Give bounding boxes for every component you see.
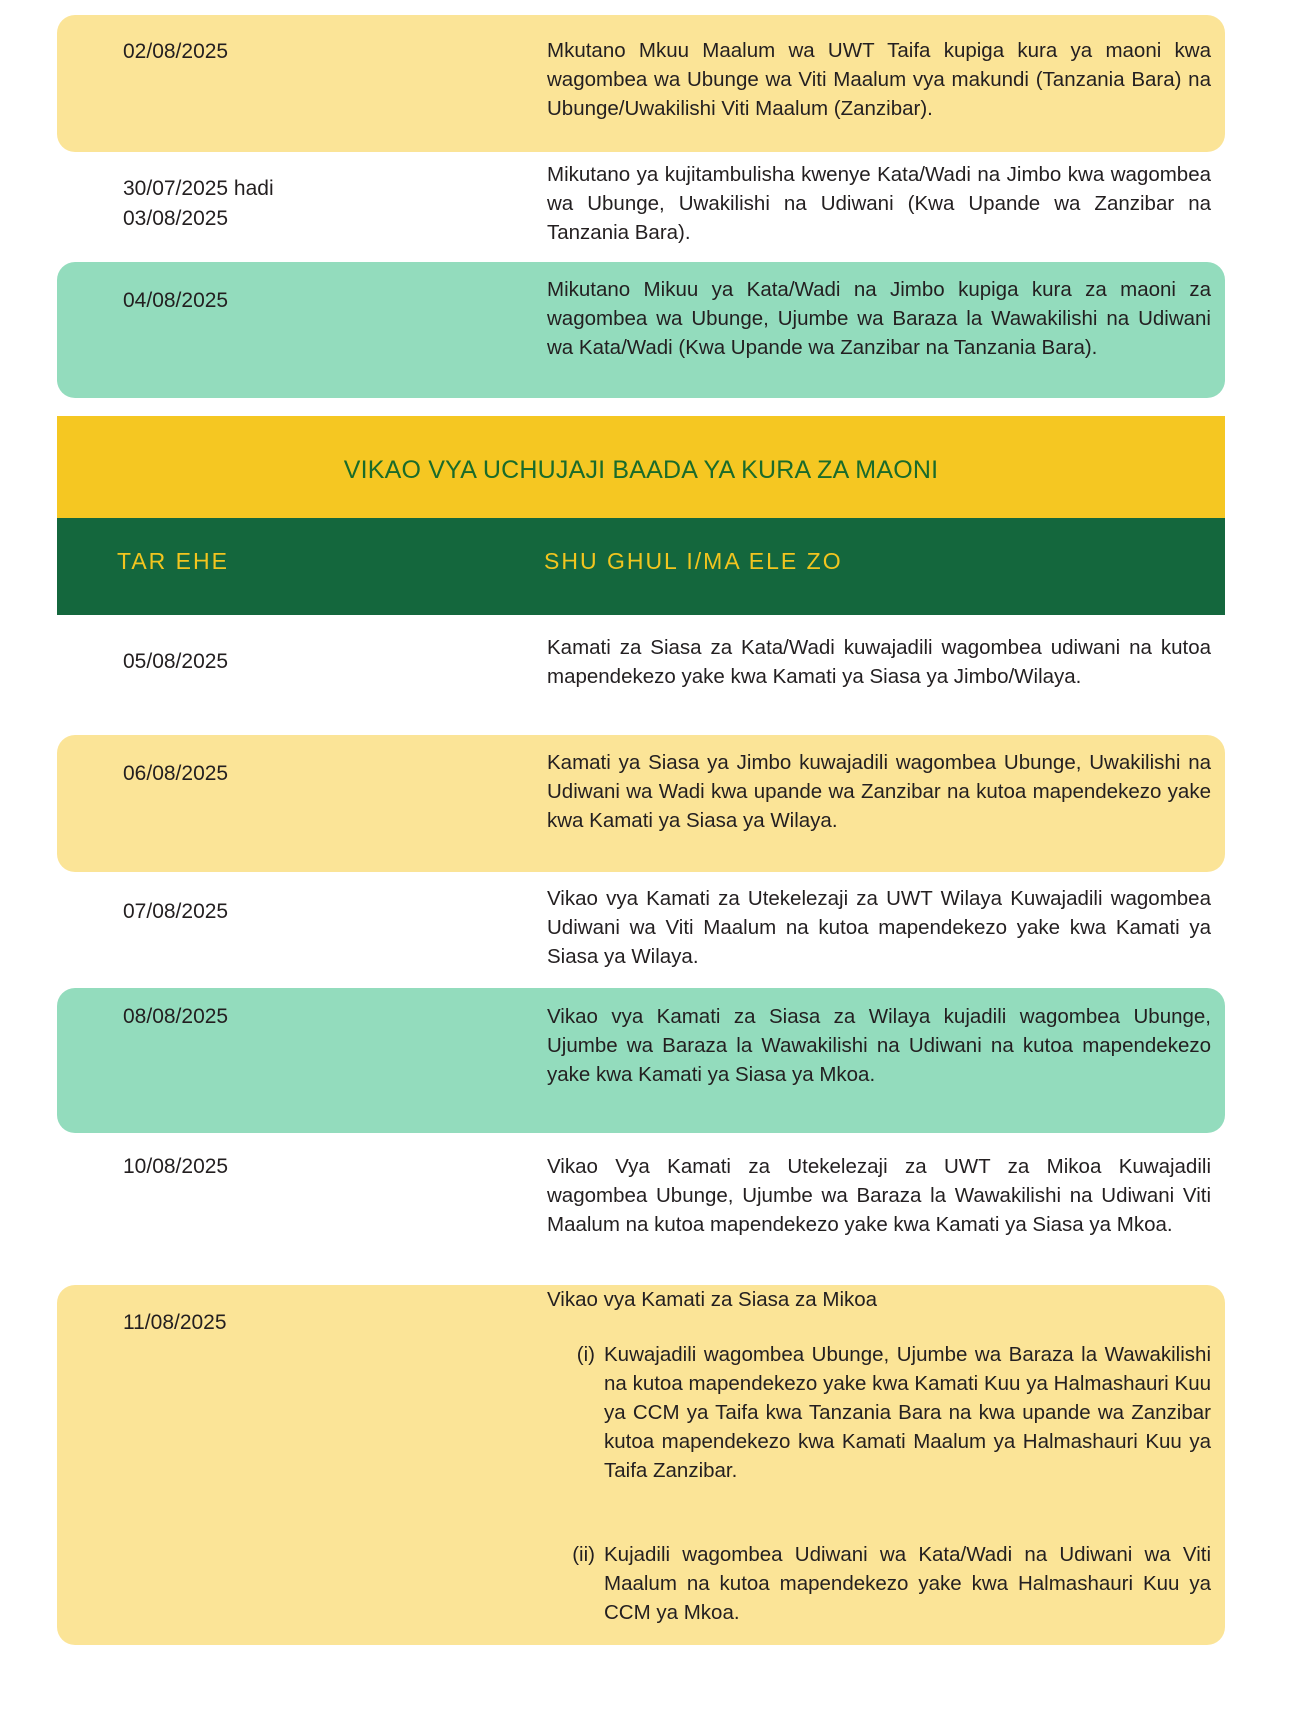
sub-item-marker: (ii) bbox=[572, 1543, 595, 1566]
column-header-activity: SHU GHUL I/MA ELE ZO bbox=[544, 548, 843, 574]
section-title: VIKAO VYA UCHUJAJI BAADA YA KURA ZA MAONI bbox=[343, 455, 939, 484]
schedule-row bbox=[57, 1140, 1225, 1275]
row-description: Kamati za Siasa za Kata/Wadi kuwajadili wagombea udiwani na kutoa mapendekezo yake kwa Kamati ya Siasa ya Jimbo/Wilaya. bbox=[547, 636, 1211, 688]
row-date: 07/08/2025 bbox=[123, 900, 229, 923]
row-description: Kamati ya Siasa ya Jimbo kuwajadili wagombea Ubunge, Uwakilishi na Udiwani wa Wadi kwa upande wa Zanzibar na kutoa mapendekezo yake kwa Kamati ya Siasa ya Wilaya. bbox=[547, 751, 1211, 832]
row-description: Vikao Vya Kamati za Utekelezaji za UWT za Mikoa Kuwajadili wagombea Ubunge, Ujumbe wa Baraza la Wawakilishi na Udiwani Viti Maalum na kutoa mapendekezo yake kwa Kamati ya Siasa ya Mkoa. bbox=[547, 1155, 1211, 1236]
row-date: 04/08/2025 bbox=[123, 289, 229, 312]
sub-item-marker: (i) bbox=[576, 1343, 595, 1366]
row-description: Mikutano Mikuu ya Kata/Wadi na Jimbo kupiga kura za maoni za wagombea wa Ubunge, Ujumbe wa Baraza la Wawakilishi na Udiwani wa Kata/Wadi (Kwa Upande wa Zanzibar na Tanzania Bara). bbox=[547, 278, 1211, 359]
row-description: Vikao vya Kamati za Siasa za Mikoa bbox=[547, 1288, 878, 1311]
row-description: Mkutano Mkuu Maalum wa UWT Taifa kupiga kura ya maoni kwa wagombea wa Ubunge wa Viti Maalum vya makundi (Tanzania Bara) na Ubunge/Uwakilishi Viti Maalum (Zanzibar). bbox=[547, 39, 1211, 120]
schedule-row bbox=[57, 1285, 1225, 1645]
row-date: 05/08/2025 bbox=[123, 650, 229, 673]
schedule-row bbox=[57, 880, 1225, 980]
row-date: 06/08/2025 bbox=[123, 762, 229, 785]
row-date: 10/08/2025 bbox=[123, 1155, 229, 1178]
row-date-start: 30/07/2025 hadi bbox=[123, 177, 274, 200]
row-date-end: 03/08/2025 bbox=[123, 207, 229, 230]
row-date: 08/08/2025 bbox=[123, 1005, 229, 1028]
row-description: Mikutano ya kujitambulisha kwenye Kata/Wadi na Jimbo kwa wagombea wa Ubunge, Uwakilishi na Udiwani (Kwa Upande wa Zanzibar na Tanzania Bara). bbox=[547, 163, 1211, 244]
schedule-row bbox=[57, 988, 1225, 1133]
schedule-row bbox=[57, 160, 1225, 255]
sub-item-text: Kujadili wagombea Udiwani wa Kata/Wadi na Udiwani wa Viti Maalum na kutoa mapendekezo yake kwa Halmashauri Kuu ya CCM ya Mkoa. bbox=[604, 1543, 1211, 1624]
schedule-row bbox=[57, 15, 1225, 152]
section-banner bbox=[57, 416, 1225, 518]
row-date: 11/08/2025 bbox=[123, 1311, 227, 1334]
row-date: 02/08/2025 bbox=[123, 40, 229, 63]
column-header-date: TAR EHE bbox=[117, 548, 229, 574]
sub-item-text: Kuwajadili wagombea Ubunge, Ujumbe wa Baraza la Wawakilishi na kutoa mapendekezo yake kwa Kamati Kuu ya Halmashauri Kuu ya CCM ya Taifa kwa Tanzania Bara na kwa upande wa Zanzibar kutoa mapendekezo kwa Kamati Maalum ya Halmashauri Kuu ya Taifa Zanzibar. bbox=[604, 1343, 1211, 1482]
row-description: Vikao vya Kamati za Utekelezaji za UWT Wilaya Kuwajadili wagombea Udiwani wa Viti Maalum na kutoa mapendekezo yake kwa Kamati ya Siasa ya Wilaya. bbox=[547, 887, 1211, 968]
schedule-row bbox=[57, 735, 1225, 872]
schedule-row bbox=[57, 628, 1225, 718]
row-description: Vikao vya Kamati za Siasa za Wilaya kujadili wagombea Ubunge, Ujumbe wa Baraza la Wawakilishi na Udiwani na kutoa mapendekezo yake kwa Kamati ya Siasa ya Mkoa. bbox=[547, 1005, 1211, 1086]
table-header bbox=[57, 518, 1225, 615]
schedule-row bbox=[57, 262, 1225, 398]
